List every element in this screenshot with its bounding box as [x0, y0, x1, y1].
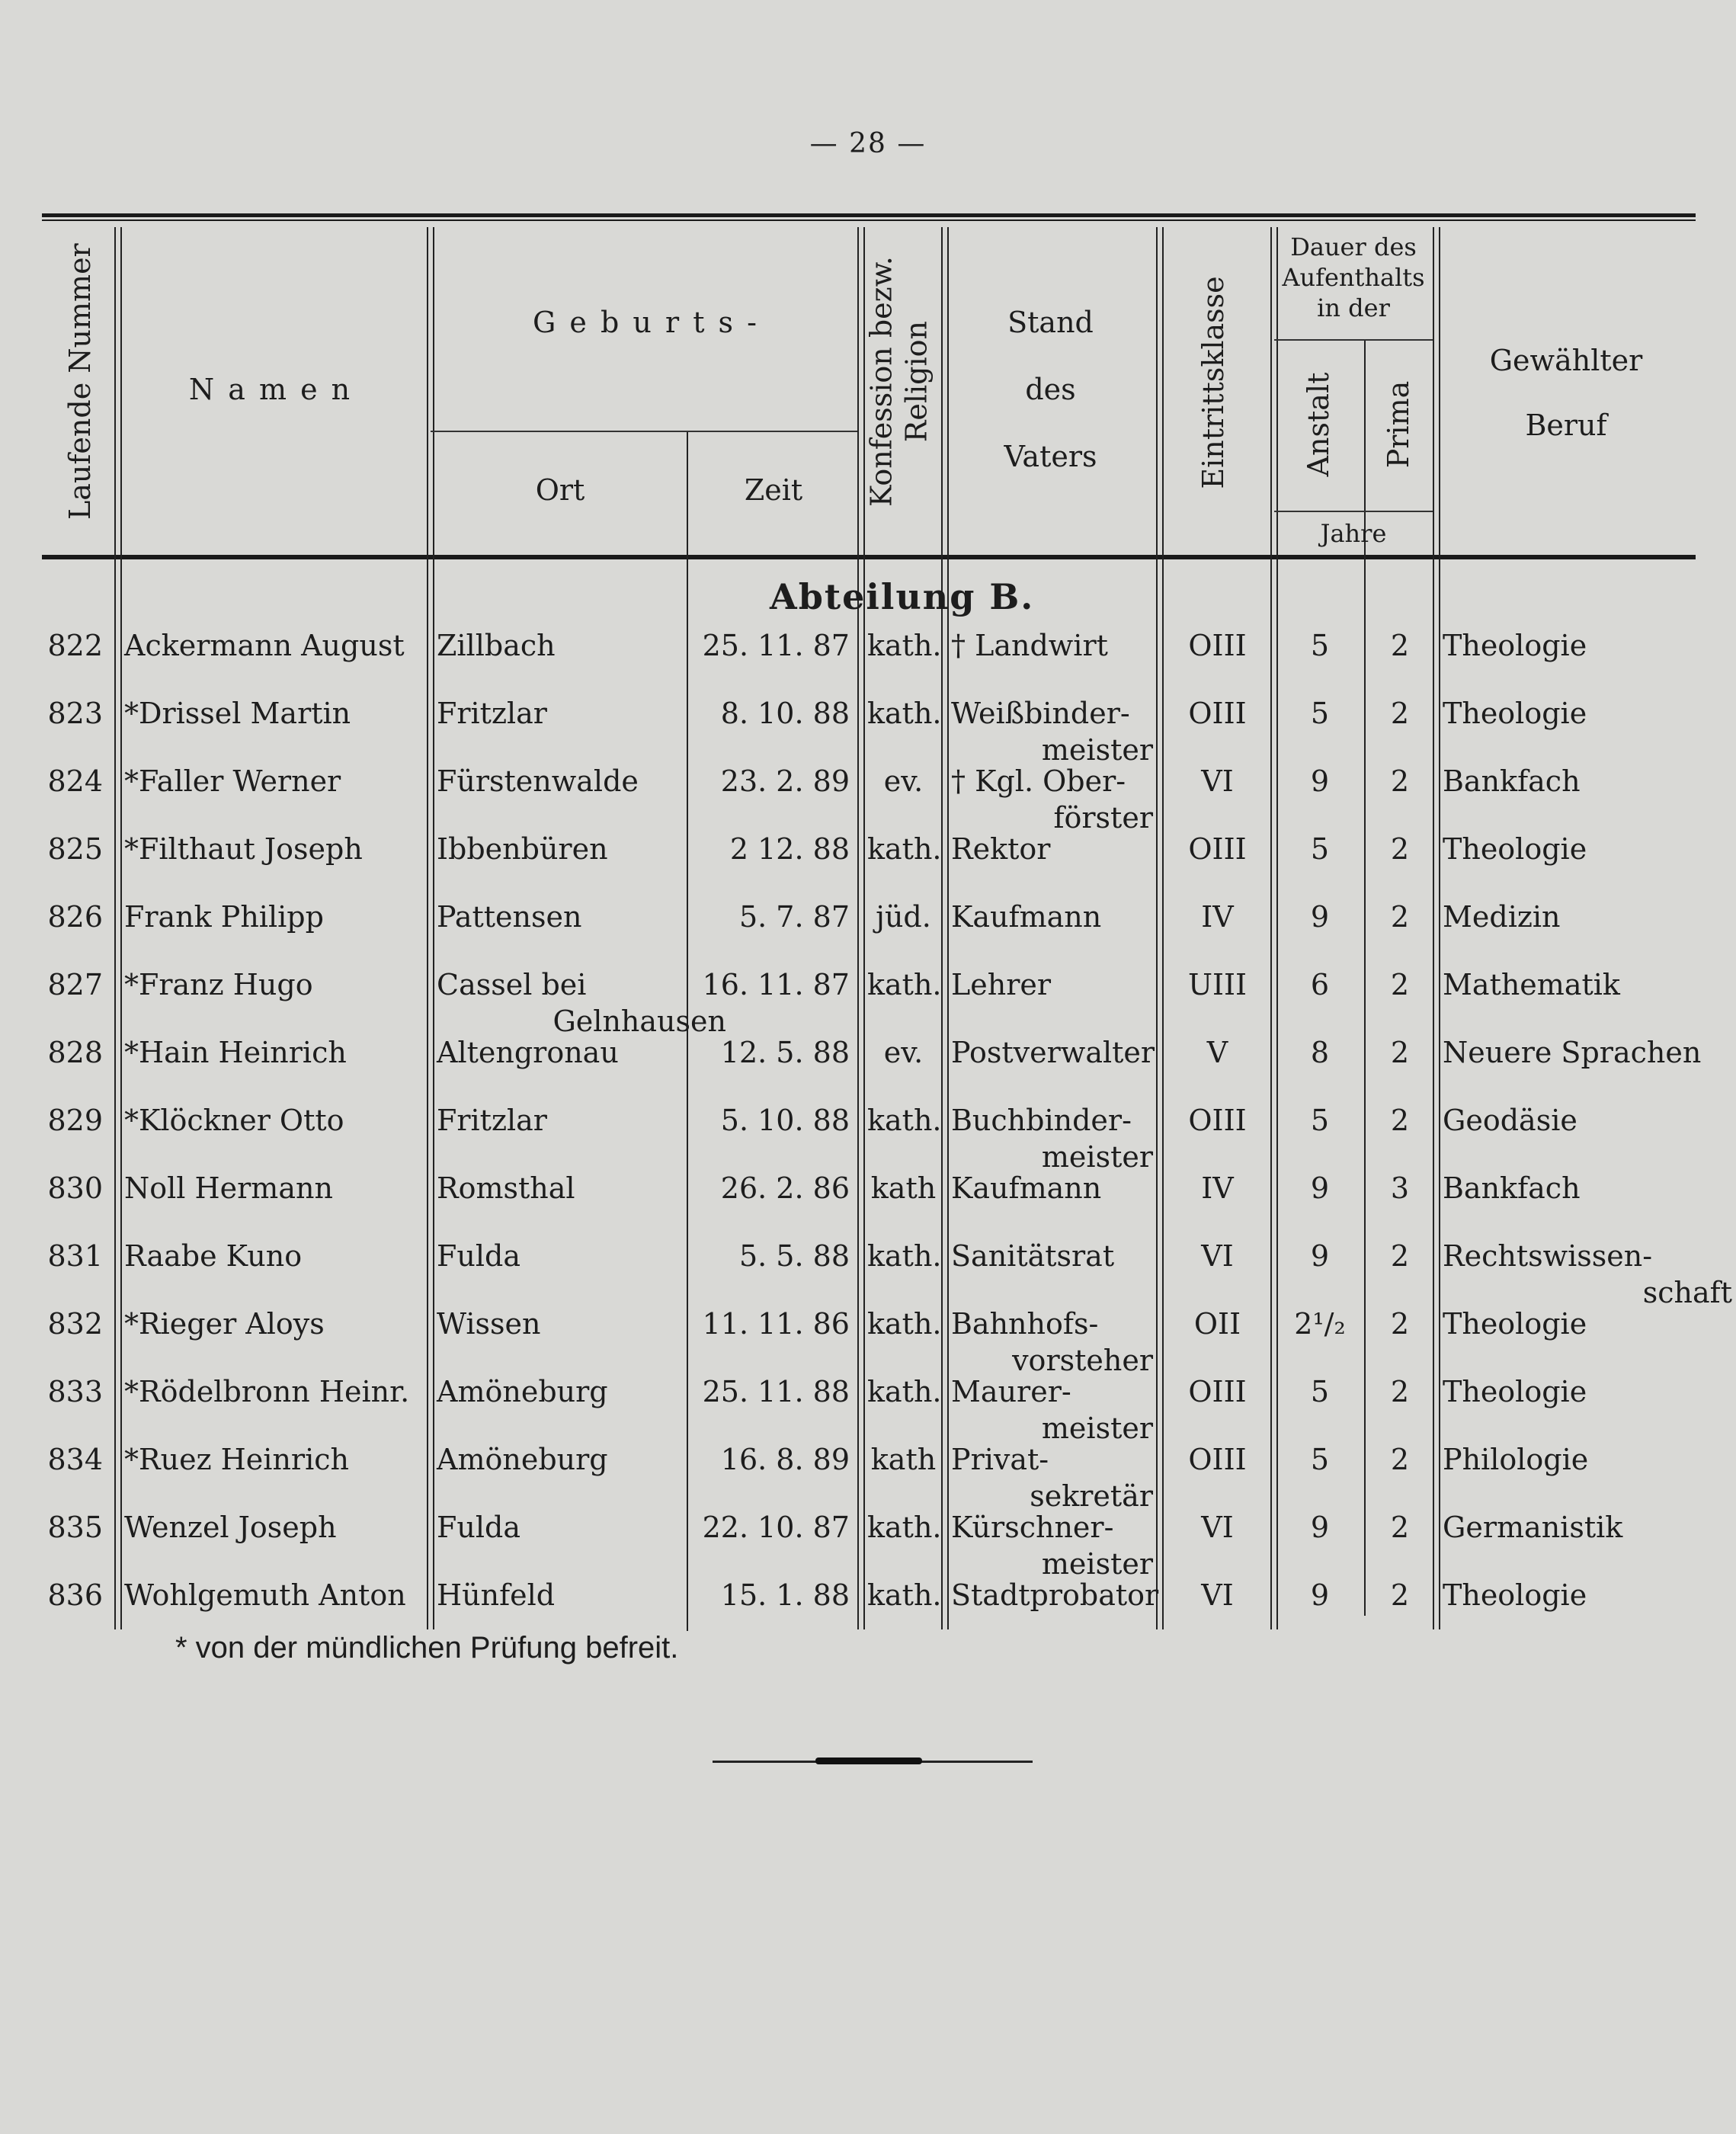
- cell-nr: 829: [47, 1104, 103, 1137]
- cell-klasse: VI: [1201, 1239, 1234, 1273]
- cell-anstalt: 8: [1310, 1036, 1330, 1069]
- cell-prima: 2: [1390, 697, 1410, 730]
- cell-zeit: 11. 11. 86: [702, 1307, 850, 1341]
- cell-name: Wenzel Joseph: [124, 1511, 337, 1544]
- cell-name: Wohlgemuth Anton: [124, 1578, 406, 1612]
- cell-beruf: Theologie: [1443, 1375, 1587, 1408]
- cell-klasse: IV: [1201, 900, 1234, 934]
- cell-stand2: meister: [1041, 1547, 1153, 1581]
- header-eintrittsklasse: Eintrittsklasse: [1196, 276, 1230, 489]
- cell-nr: 827: [47, 968, 103, 1001]
- cell-stand: Kürschner-: [951, 1511, 1114, 1544]
- table-top-rule: [42, 213, 1696, 217]
- header-geburts: G e b u r t s -: [533, 306, 759, 339]
- header-beruf-2: Beruf: [1525, 409, 1607, 442]
- footnote: * von der mündlichen Prüfung befreit.: [175, 1631, 679, 1665]
- section-title: Abteilung B.: [770, 576, 1035, 617]
- cell-zeit: 8. 10. 88: [720, 697, 850, 730]
- table-row: [42, 1443, 1696, 1511]
- student-table: [42, 213, 1732, 1631]
- cell-ort: Altengronau: [437, 1036, 619, 1069]
- table-row: [42, 1511, 1696, 1581]
- cell-beruf: Theologie: [1443, 1307, 1587, 1341]
- header-zeit: Zeit: [744, 473, 803, 507]
- header-jahre: Jahre: [1320, 519, 1387, 548]
- cell-konf: ev.: [883, 1036, 924, 1069]
- cell-beruf: Bankfach: [1443, 1171, 1581, 1205]
- cell-name: *Klöckner Otto: [124, 1104, 344, 1137]
- cell-prima: 2: [1390, 1307, 1410, 1341]
- cell-prima: 2: [1390, 1443, 1410, 1476]
- cell-zeit: 26. 2. 86: [720, 1171, 850, 1205]
- cell-beruf: Rechtswissen-: [1443, 1239, 1653, 1273]
- table-row: [42, 968, 1696, 1036]
- cell-anstalt: 9: [1310, 1511, 1330, 1544]
- table-row: [42, 1375, 1696, 1443]
- table-row: [42, 1239, 1732, 1309]
- cell-prima: 2: [1390, 1104, 1410, 1137]
- header-stand-2: des: [1025, 373, 1076, 406]
- cell-anstalt: 9: [1310, 1578, 1330, 1612]
- cell-ort: Wissen: [437, 1307, 541, 1341]
- cell-konf: kath.: [867, 1511, 942, 1544]
- cell-anstalt: 9: [1310, 764, 1330, 798]
- cell-konf: jüd.: [876, 900, 931, 934]
- cell-klasse: VI: [1201, 1511, 1234, 1544]
- cell-stand2: meister: [1041, 1140, 1153, 1174]
- cell-name: *Filthaut Joseph: [124, 832, 363, 866]
- cell-beruf: Theologie: [1443, 697, 1587, 730]
- cell-nr: 823: [47, 697, 103, 730]
- table-row: [42, 1104, 1696, 1174]
- cell-stand: Kaufmann: [951, 1171, 1102, 1205]
- cell-stand2: sekretär: [1030, 1479, 1153, 1513]
- cell-klasse: V: [1206, 1036, 1228, 1069]
- cell-prima: 2: [1390, 968, 1410, 1001]
- cell-konf: kath.: [867, 1578, 942, 1612]
- cell-konf: kath.: [867, 1104, 942, 1137]
- jahre-sub-rule: [1274, 511, 1433, 512]
- table-row: [42, 764, 1696, 835]
- cell-beruf: Neuere Sprachen: [1443, 1036, 1702, 1069]
- cell-stand2: vorsteher: [1012, 1344, 1153, 1377]
- cell-stand: Kaufmann: [951, 900, 1102, 934]
- cell-anstalt: 5: [1310, 697, 1330, 730]
- cell-name: Frank Philipp: [124, 900, 324, 934]
- cell-nr: 828: [47, 1036, 103, 1069]
- cell-zeit: 23. 2. 89: [720, 764, 850, 798]
- cell-name: *Hain Heinrich: [124, 1036, 347, 1069]
- cell-nr: 831: [47, 1239, 103, 1273]
- header-prima: Prima: [1382, 380, 1415, 469]
- cell-anstalt: 5: [1310, 832, 1330, 866]
- cell-ort: Amöneburg: [437, 1375, 608, 1408]
- header-bottom-rule: [42, 555, 1696, 559]
- cell-stand: Maurer-: [951, 1375, 1071, 1408]
- header-dauer-1: Dauer des: [1290, 232, 1417, 261]
- cell-ort: Pattensen: [437, 900, 582, 934]
- table-row: [42, 629, 1696, 697]
- header-dauer-2: Aufenthalts: [1282, 263, 1425, 292]
- cell-beruf: Mathematik: [1443, 968, 1620, 1001]
- cell-zeit: 25. 11. 88: [702, 1375, 850, 1408]
- cell-konf: kath.: [867, 968, 942, 1001]
- cell-beruf: Germanistik: [1443, 1511, 1623, 1544]
- cell-beruf: Theologie: [1443, 1578, 1587, 1612]
- cell-anstalt: 5: [1310, 1104, 1330, 1137]
- cell-stand: Stadtprobator: [951, 1578, 1159, 1612]
- cell-nr: 826: [47, 900, 103, 934]
- cell-klasse: IV: [1201, 1171, 1234, 1205]
- cell-zeit: 22. 10. 87: [702, 1511, 850, 1544]
- cell-stand: † Landwirt: [951, 629, 1108, 662]
- cell-prima: 2: [1390, 1375, 1410, 1408]
- cell-stand: Bahnhofs-: [951, 1307, 1099, 1341]
- cell-ort: Cassel bei: [437, 968, 587, 1001]
- cell-name: *Franz Hugo: [124, 968, 313, 1001]
- cell-zeit: 5. 7. 87: [738, 900, 850, 934]
- cell-konf: ev.: [883, 764, 924, 798]
- cell-stand: Weißbinder-: [951, 697, 1130, 730]
- cell-prima: 2: [1390, 900, 1410, 934]
- cell-konf: kath.: [867, 697, 942, 730]
- cell-zeit: 12. 5. 88: [720, 1036, 850, 1069]
- cell-anstalt: 9: [1310, 900, 1330, 934]
- cell-nr: 830: [47, 1171, 103, 1205]
- cell-ort: Fritzlar: [437, 1104, 547, 1137]
- cell-prima: 2: [1390, 1239, 1410, 1273]
- header-beruf-1: Gewählter: [1489, 344, 1643, 377]
- cell-beruf: Bankfach: [1443, 764, 1581, 798]
- header-namen: N a m e n: [188, 373, 353, 406]
- cell-name: *Ruez Heinrich: [124, 1443, 350, 1476]
- table-top-rule-thin: [42, 219, 1696, 221]
- table-row: [42, 1036, 1702, 1104]
- cell-stand: Rektor: [951, 832, 1051, 866]
- cell-nr: 834: [47, 1443, 103, 1476]
- cell-stand: Buchbinder-: [951, 1104, 1132, 1137]
- cell-nr: 836: [47, 1578, 103, 1612]
- cell-prima: 2: [1390, 1578, 1410, 1612]
- cell-zeit: 16. 8. 89: [720, 1443, 850, 1476]
- cell-klasse: OIII: [1188, 629, 1247, 662]
- cell-nr: 833: [47, 1375, 103, 1408]
- cell-prima: 2: [1390, 764, 1410, 798]
- cell-konf: kath.: [867, 832, 942, 866]
- closing-rule-ornament: [815, 1758, 922, 1764]
- cell-ort: Amöneburg: [437, 1443, 608, 1476]
- header-konfession: Konfession bezw. Religion: [864, 256, 933, 507]
- cell-ort: Zillbach: [437, 629, 556, 662]
- cell-konf: kath: [870, 1443, 937, 1476]
- cell-zeit: 5. 10. 88: [720, 1104, 850, 1137]
- cell-klasse: OIII: [1188, 1443, 1247, 1476]
- header-laufende-nummer: Laufende Nummer: [63, 243, 97, 520]
- cell-anstalt: 5: [1310, 1443, 1330, 1476]
- page-number: — 28 —: [809, 128, 927, 159]
- header-dauer-3: in der: [1317, 293, 1390, 322]
- cell-klasse: OIII: [1188, 1104, 1247, 1137]
- cell-klasse: OII: [1193, 1307, 1241, 1341]
- cell-beruf: Theologie: [1443, 832, 1587, 866]
- cell-klasse: VI: [1201, 1578, 1234, 1612]
- cell-klasse: OIII: [1188, 832, 1247, 866]
- cell-nr: 832: [47, 1307, 103, 1341]
- cell-zeit: 2 12. 88: [729, 832, 850, 866]
- cell-prima: 3: [1390, 1171, 1410, 1205]
- cell-stand: † Kgl. Ober-: [951, 764, 1126, 798]
- cell-konf: kath.: [867, 1239, 942, 1273]
- cell-anstalt: 9: [1310, 1171, 1330, 1205]
- cell-nr: 835: [47, 1511, 103, 1544]
- cell-name: Noll Hermann: [124, 1171, 333, 1205]
- cell-klasse: VI: [1201, 764, 1234, 798]
- cell-zeit: 5. 5. 88: [738, 1239, 850, 1273]
- cell-anstalt: 6: [1310, 968, 1330, 1001]
- cell-klasse: OIII: [1188, 697, 1247, 730]
- header-stand-3: Vaters: [1004, 440, 1097, 473]
- cell-prima: 2: [1390, 1511, 1410, 1544]
- cell-anstalt: 9: [1310, 1239, 1330, 1273]
- cell-nr: 822: [47, 629, 103, 662]
- cell-stand2: meister: [1041, 1411, 1153, 1445]
- cell-zeit: 16. 11. 87: [702, 968, 850, 1001]
- cell-konf: kath: [870, 1171, 937, 1205]
- cell-zeit: 25. 11. 87: [702, 629, 850, 662]
- cell-stand2: meister: [1041, 733, 1153, 767]
- cell-name: Ackermann August: [124, 629, 405, 662]
- cell-beruf: Medizin: [1443, 900, 1561, 934]
- table-row: [42, 1171, 1696, 1239]
- header-anstalt: Anstalt: [1302, 372, 1335, 477]
- cell-ort: Romsthal: [437, 1171, 575, 1205]
- cell-stand: Sanitätsrat: [951, 1239, 1115, 1273]
- cell-stand: Lehrer: [951, 968, 1052, 1001]
- cell-anstalt: 5: [1310, 629, 1330, 662]
- cell-ort: Fulda: [437, 1511, 520, 1544]
- cell-konf: kath.: [867, 629, 942, 662]
- cell-klasse: UIII: [1187, 968, 1248, 1001]
- cell-beruf2: schaft: [1642, 1276, 1732, 1309]
- cell-name: *Faller Werner: [124, 764, 341, 798]
- cell-ort: Fulda: [437, 1239, 520, 1273]
- cell-ort: Fürstenwalde: [437, 764, 639, 798]
- cell-ort: Ibbenbüren: [437, 832, 608, 866]
- cell-anstalt: 2¹/₂: [1294, 1307, 1346, 1341]
- cell-beruf: Philologie: [1443, 1443, 1589, 1476]
- geburts-sub-rule: [431, 431, 857, 432]
- cell-konf: kath.: [867, 1307, 942, 1341]
- cell-ort: Fritzlar: [437, 697, 547, 730]
- table-row: [42, 900, 1696, 968]
- cell-name: Raabe Kuno: [124, 1239, 303, 1273]
- cell-stand2: förster: [1053, 801, 1153, 835]
- cell-ort: Hünfeld: [437, 1578, 556, 1612]
- cell-stand: Postverwalter: [951, 1036, 1155, 1069]
- table-row: [42, 697, 1696, 767]
- cell-beruf: Theologie: [1443, 629, 1587, 662]
- cell-prima: 2: [1390, 1036, 1410, 1069]
- cell-klasse: OIII: [1188, 1375, 1247, 1408]
- dauer-sub-rule: [1274, 339, 1433, 341]
- cell-stand: Privat-: [951, 1443, 1049, 1476]
- header-stand-1: Stand: [1007, 306, 1094, 339]
- cell-name: *Rödelbronn Heinr.: [124, 1375, 410, 1408]
- cell-nr: 824: [47, 764, 103, 798]
- cell-prima: 2: [1390, 629, 1410, 662]
- cell-beruf: Geodäsie: [1443, 1104, 1577, 1137]
- header-ort: Ort: [535, 473, 585, 507]
- table-row: [42, 1307, 1696, 1375]
- cell-anstalt: 5: [1310, 1375, 1330, 1408]
- cell-zeit: 15. 1. 88: [720, 1578, 850, 1612]
- cell-prima: 2: [1390, 832, 1410, 866]
- cell-name: *Drissel Martin: [124, 697, 351, 730]
- table-row: [42, 832, 1696, 900]
- cell-konf: kath.: [867, 1375, 942, 1408]
- cell-ort2: Gelnhausen: [553, 1005, 726, 1038]
- cell-name: *Rieger Aloys: [124, 1307, 325, 1341]
- cell-nr: 825: [47, 832, 103, 866]
